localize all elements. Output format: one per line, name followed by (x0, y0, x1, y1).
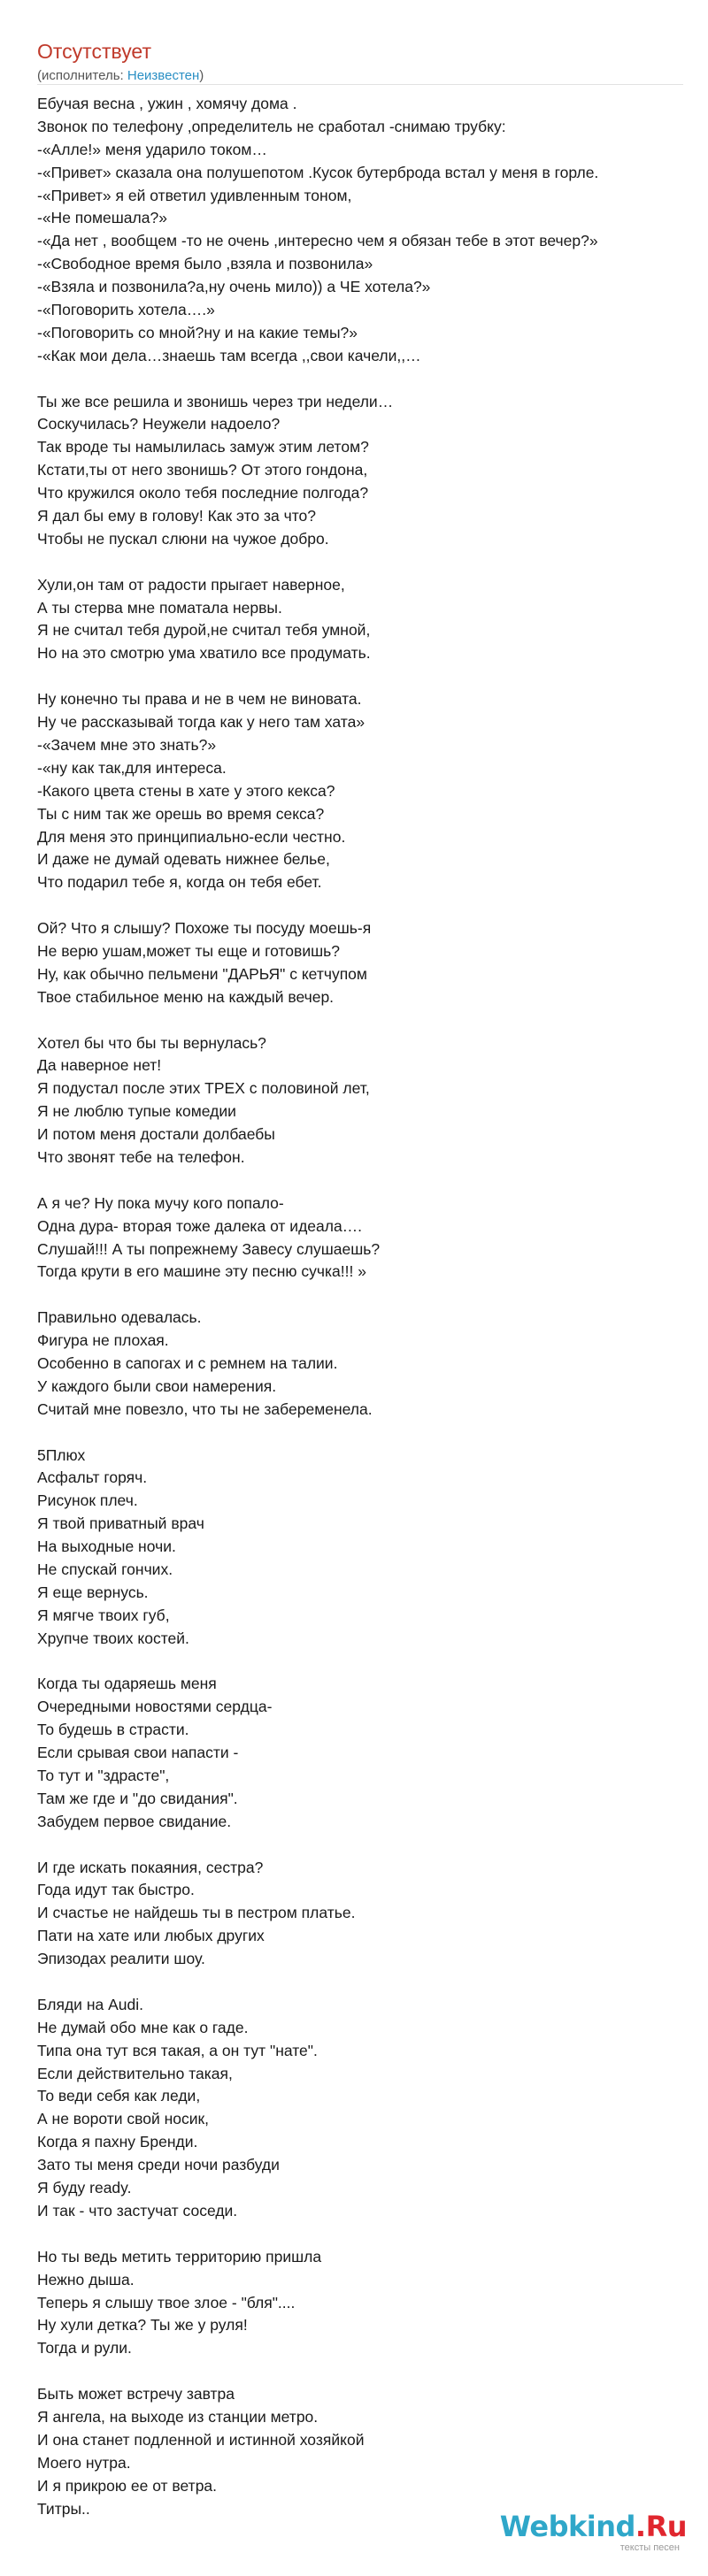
lyric-line: А ты стерва мне поматала нервы. (37, 598, 282, 617)
lyric-line: Зато ты меня среди ночи разбуди (37, 2156, 280, 2174)
lyric-line: Забудем первое свидание. (37, 1812, 232, 1830)
logo-tagline: тексты песен (620, 2542, 680, 2553)
stanza-break (37, 894, 692, 917)
lyric-line: Там же где и "до свидания". (37, 1789, 238, 1807)
lyric-line: Бляди на Audi. (37, 1995, 143, 2013)
lyric-line: И потом меня достали долбаебы (37, 1125, 275, 1144)
lyric-line: На выходные ночи. (37, 1537, 176, 1556)
lyric-line: Но на это смотрю ума хватило все продумать. (37, 644, 371, 663)
lyric-line: 5Плюх (37, 1445, 86, 1464)
lyric-line: Тогда и рули. (37, 2339, 132, 2358)
lyric-line: И где искать покаяния, сестра? (37, 1858, 264, 1876)
lyric-line: А не вороти свой носик, (37, 2110, 210, 2128)
lyric-line: Если срывая свои напасти - (37, 1744, 239, 1762)
lyric-line: И даже не думай одевать нижнее белье, (37, 850, 330, 869)
lyric-line: -«Поговорить хотела….» (37, 301, 215, 319)
lyric-line: -«Взяла и позвонила?а,ну очень мило)) а ЧЕ хотела?» (37, 278, 431, 296)
lyric-line: Слушай!!! А ты попрежнему Завесу слушаешь? (37, 1239, 381, 1258)
lyric-line: Кстати,ты от него звонишь? От этого гондона, (37, 461, 368, 479)
lyric-line: Для меня это принципиально-если честно. (37, 827, 346, 846)
stanza-break (37, 1971, 692, 1994)
lyric-line: Что подарил тебе я, когда он тебя ебет. (37, 873, 322, 892)
site-logo[interactable] (501, 2505, 687, 2558)
lyric-line: Хотел бы что бы ты вернулась? (37, 1033, 266, 1052)
lyric-line: А я че? Ну пока мучу кого попало- (37, 1193, 284, 1212)
stanza-break (37, 1834, 692, 1857)
lyric-line: Типа она тут вся такая, а он тут "нате". (37, 2041, 318, 2059)
lyric-line: Считай мне повезло, что ты не забеременела. (37, 1399, 373, 1418)
lyric-line: Пати на хате или любых других (37, 1927, 265, 1945)
lyric-line: Я не считал тебя дурой,не считал тебя умной, (37, 621, 371, 640)
lyric-line: Я твой приватный врач (37, 1514, 204, 1533)
lyric-line: Нежно дыша. (37, 2270, 135, 2288)
stanza-break (37, 1169, 692, 1192)
lyric-line: Ну, как обычно пельмени "ДАРЬЯ" с кетчупом (37, 964, 367, 983)
lyric-line: Ну хули детка? Ты же у руля! (37, 2316, 248, 2334)
lyric-line: Титры.. (37, 2499, 90, 2518)
lyric-line: Тогда крути в его машине эту песню сучка!!! » (37, 1262, 366, 1281)
stanza-break (37, 665, 692, 688)
stanza-break (37, 1422, 692, 1445)
lyric-line: -«ну как так,для интереса. (37, 758, 227, 777)
lyric-line: У каждого были свои намерения. (37, 1376, 277, 1395)
stanza-break (37, 1651, 692, 1674)
stanza-break (37, 551, 692, 574)
lyric-line: Ебучая весна , ужин , хомячу дома . (37, 95, 297, 112)
lyric-line: Я ангела, на выходе из станции метро. (37, 2407, 319, 2426)
stanza-break (37, 1009, 692, 1032)
lyric-line: Хрупче твоих костей. (37, 1629, 189, 1647)
lyric-line: Так вроде ты намылилась замуж этим летом? (37, 438, 369, 456)
lyric-line: Соскучилась? Неужели надоело? (37, 415, 281, 433)
stanza-break (37, 368, 692, 391)
performer-suffix: ) (199, 68, 204, 83)
lyric-line: Моего нутра. (37, 2453, 131, 2472)
lyric-line: Когда ты одаряешь меня (37, 1675, 217, 1693)
lyric-line: Ой? Что я слышу? Похоже ты посуду моешь-я (37, 919, 372, 938)
lyric-line: -«Как мои дела…знаешь там всегда ,,свои качели,,… (37, 346, 421, 364)
lyric-line: Очередными новостями сердца- (37, 1698, 273, 1716)
lyric-line: Что кружился около тебя последние полгода? (37, 484, 369, 502)
logo-tld: .Ru (635, 2510, 687, 2543)
lyric-line: -«Зачем мне это знать?» (37, 735, 217, 754)
lyric-line: -«Привет» сказала она полушепотом .Кусок бутерброда встал у меня в горле. (37, 163, 599, 181)
lyric-line: И так - что застучат соседи. (37, 2201, 238, 2220)
performer-link[interactable]: Неизвестен (127, 68, 200, 83)
logo-wordmark (500, 2511, 687, 2542)
lyric-line: -Какого цвета стены в хате у этого кекса? (37, 781, 335, 800)
lyric-line: Чтобы не пускал слюни на чужое добро. (37, 529, 329, 548)
lyric-line: Когда я пахну Бренди. (37, 2133, 198, 2151)
lyric-line: -«Алле!» меня ударило током… (37, 140, 267, 158)
lyric-line: -«Свободное время было ,взяла и позвонила» (37, 255, 373, 273)
lyric-line: Особенно в сапогах и с ремнем на талии. (37, 1353, 338, 1372)
performer-prefix: (исполнитель: (37, 68, 127, 83)
lyric-line: -«Привет» я ей ответил удивленным тоном, (37, 186, 352, 204)
stanza-break (37, 2223, 692, 2246)
lyric-line: Твое стабильное меню на каждый вечер. (37, 987, 335, 1006)
stanza-break (37, 1284, 692, 1307)
lyric-line: Не верю ушам,может ты еще и готовишь? (37, 941, 340, 960)
lyric-line: Я не люблю тупые комедии (37, 1102, 236, 1121)
lyric-line: Ну че рассказывай тогда как у него там хата» (37, 713, 366, 732)
lyric-line: Фигура не плохая. (37, 1331, 169, 1350)
lyric-line: Я еще вернусь. (37, 1583, 149, 1601)
lyric-line: Не спускай гончих. (37, 1560, 173, 1578)
lyric-line: То будешь в страсти. (37, 1721, 189, 1739)
lyric-line: Теперь я слышу твое злое - "бля".... (37, 2293, 296, 2312)
lyric-line: Но ты ведь метить территорию пришла (37, 2247, 322, 2266)
lyric-line: И она станет подленной и истинной хозяйкой (37, 2430, 365, 2449)
lyric-line: -«Поговорить со мной?ну и на какие темы?» (37, 323, 358, 341)
lyric-line: Года идут так быстро. (37, 1881, 195, 1899)
lyric-line: И я прикрою ее от ветра. (37, 2476, 218, 2495)
header-divider (37, 84, 683, 85)
lyric-line: Я подустал после этих ТРЕХ с половиной лет, (37, 1079, 370, 1098)
lyric-line: Эпизодах реалити шоу. (37, 1950, 205, 1968)
logo-word: Webkind (499, 2510, 635, 2543)
lyric-line: -«Да нет , вообщем -то не очень ,интересно чем я обязан тебе в этот вечер?» (37, 232, 598, 250)
lyric-line: Быть может встречу завтра (37, 2385, 235, 2404)
lyric-line: Не думай обо мне как о гаде. (37, 2018, 249, 2036)
lyric-line: Одна дура- вторая тоже далека от идеала…. (37, 1216, 363, 1235)
lyric-line: Асфальт горяч. (37, 1468, 148, 1487)
lyric-line: Если действительно такая, (37, 2064, 233, 2082)
song-header (37, 39, 683, 85)
lyric-line: Хули,он там от радости прыгает наверное, (37, 575, 345, 594)
lyric-line: То тут и "здрасте", (37, 1767, 170, 1785)
lyric-line: Ты с ним так же орешь во время секса? (37, 804, 325, 823)
performer-line (37, 67, 683, 85)
lyric-line: Звонок по телефону ,определитель не сработал -снимаю трубку: (37, 117, 506, 135)
stanza-break (37, 2360, 692, 2383)
lyric-line: Я дал бы ему в голову! Как это за что? (37, 507, 317, 525)
lyric-line: И счастье не найдешь ты в пестром платье. (37, 1904, 356, 1922)
lyric-line: -«Не помешала?» (37, 209, 167, 227)
lyric-line: Рисунок плеч. (37, 1491, 138, 1510)
lyric-line: То веди себя как леди, (37, 2087, 201, 2105)
lyric-line: Я буду ready. (37, 2179, 132, 2197)
lyric-line: Что звонят тебе на телефон. (37, 1147, 245, 1166)
lyrics-body (37, 93, 692, 2520)
lyric-line: Да наверное нет! (37, 1056, 162, 1075)
song-title: Отсутствует (37, 40, 151, 63)
lyric-line: Правильно одевалась. (37, 1308, 202, 1327)
lyric-line: Я мягче твоих губ, (37, 1606, 170, 1624)
lyric-line: Ты же все решила и звонишь через три недели… (37, 392, 394, 410)
lyric-line: Ну конечно ты права и не в чем не виновата. (37, 690, 362, 709)
